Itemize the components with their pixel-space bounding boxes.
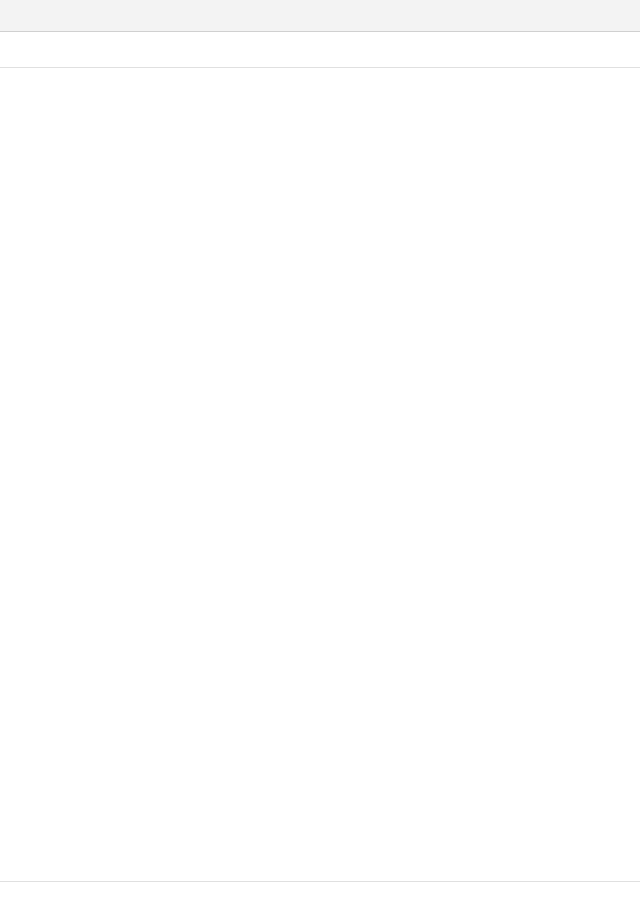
toolbar: [0, 32, 640, 68]
status-bar: [0, 881, 640, 905]
main-content: [0, 68, 640, 881]
title-bar: [0, 0, 640, 32]
